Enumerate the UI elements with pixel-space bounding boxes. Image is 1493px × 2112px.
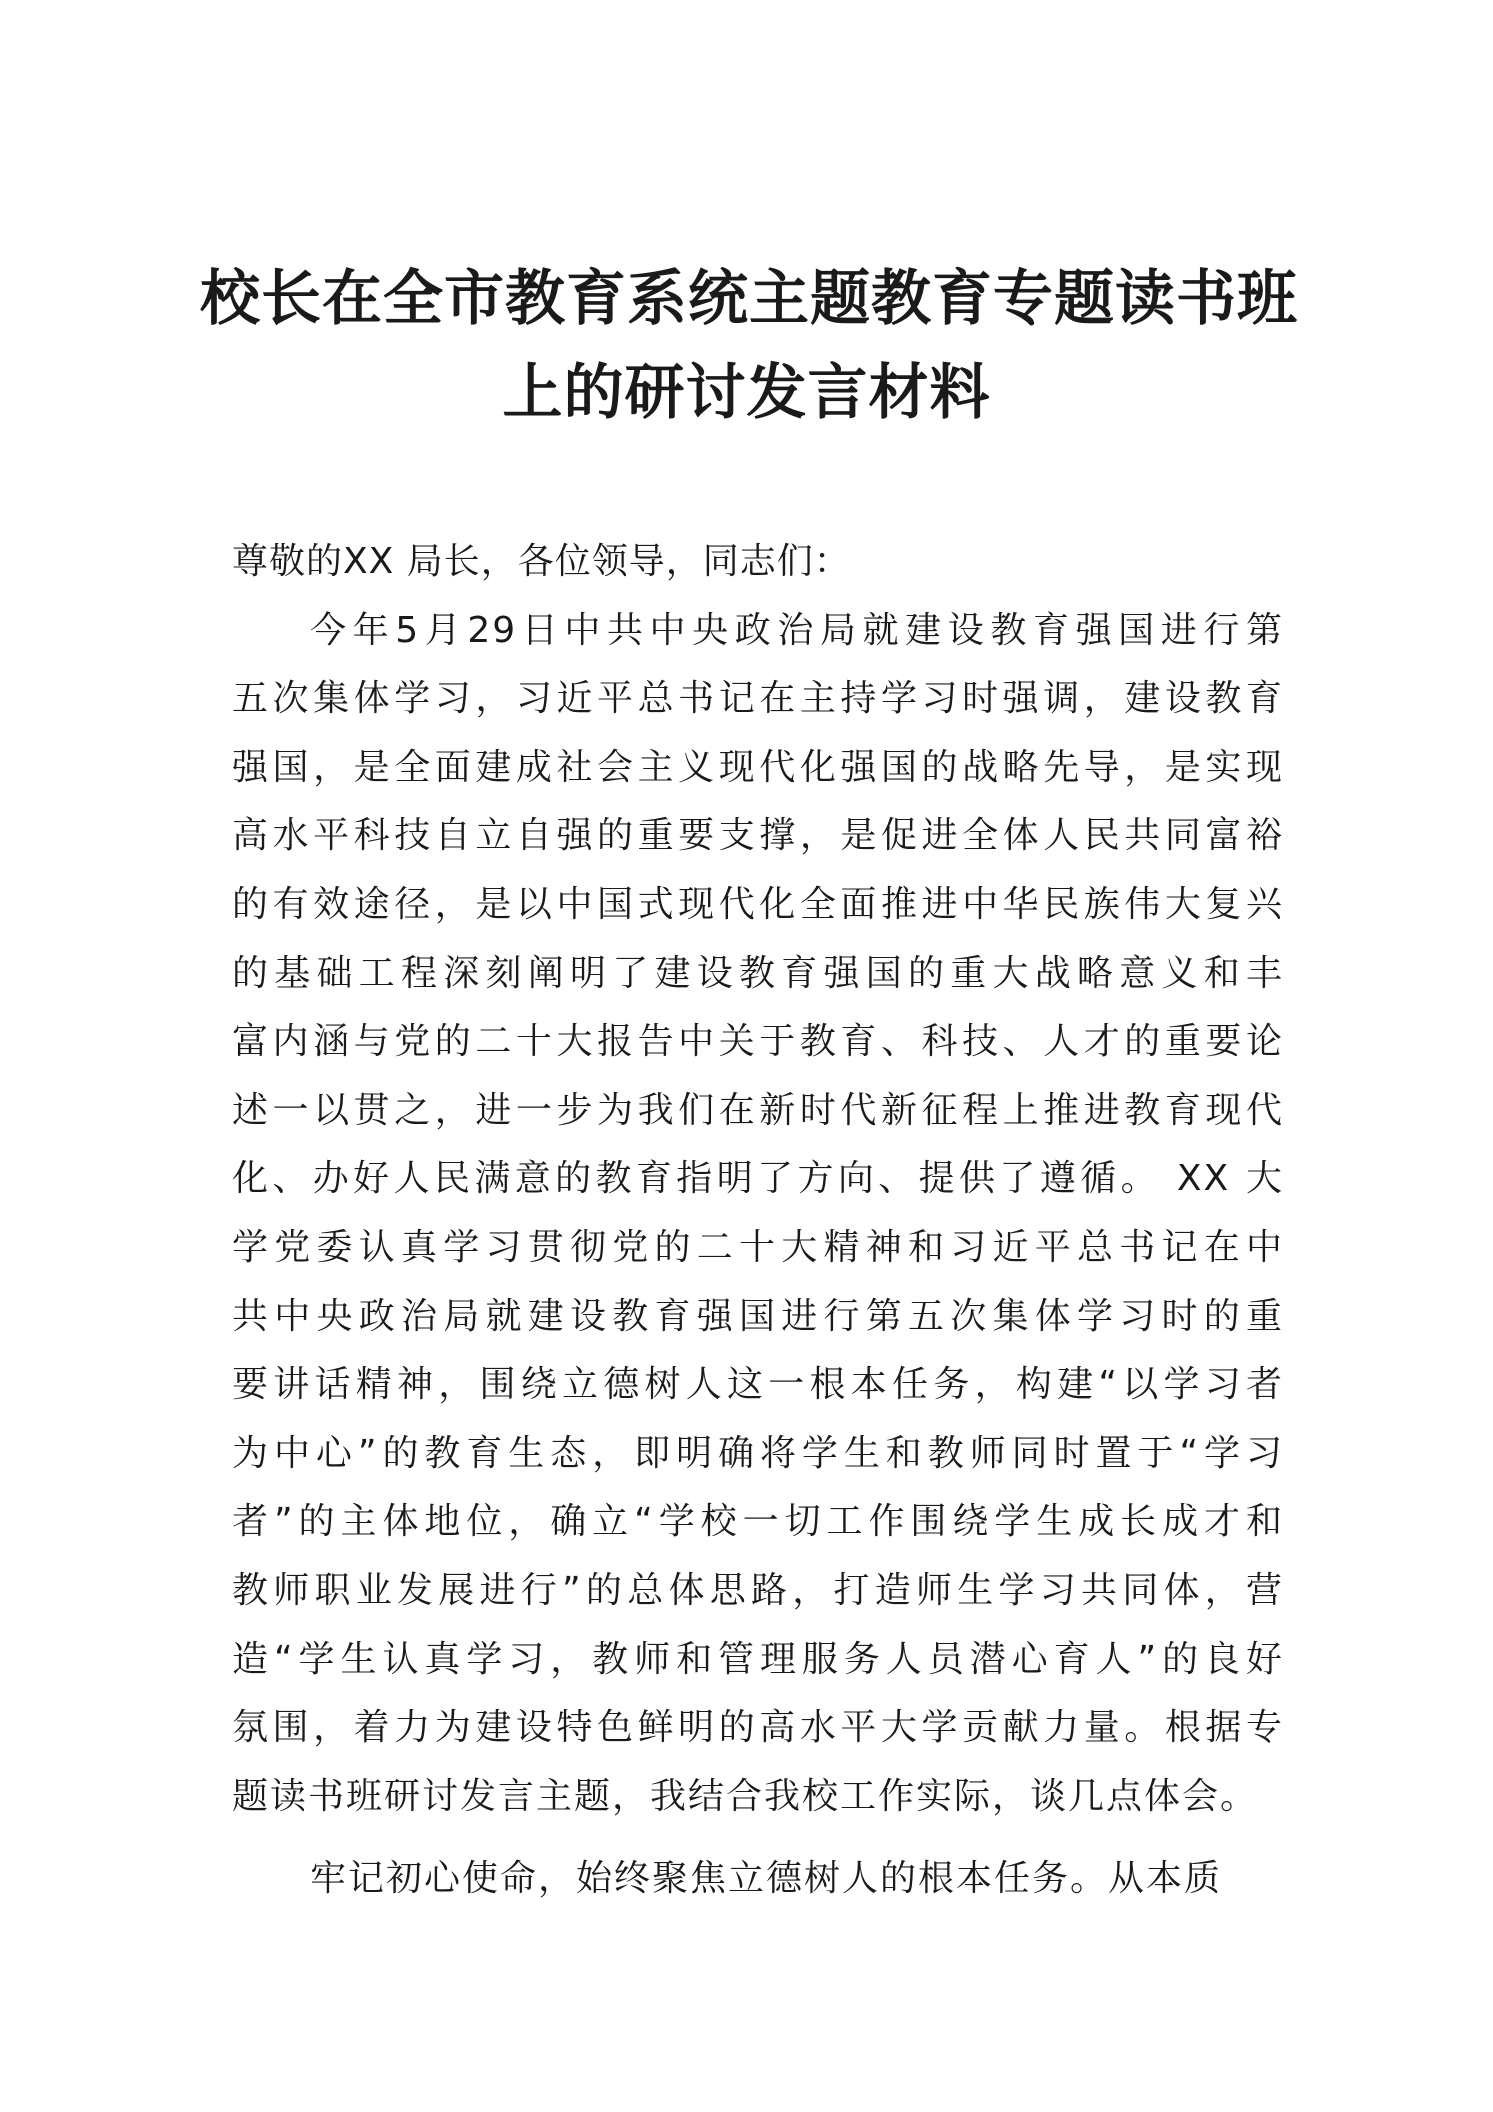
document-title bbox=[200, 252, 1298, 440]
paragraph bbox=[232, 597, 1284, 1832]
paragraph-line: 高水平科技自立自强的重要支撑，是促进全体人民共同富裕 bbox=[232, 815, 1284, 857]
paragraph-line: 述一以贯之，进一步为我们在新时代新征程上推进教育现代 bbox=[232, 1089, 1284, 1131]
paragraph bbox=[232, 1845, 1284, 1914]
paragraph-line: 化、办好人民满意的教育指明了方向、提供了遵循。 XX 大 bbox=[232, 1158, 1284, 1200]
paragraph-line: 五次集体学习，习近平总书记在主持学习时强调，建设教育 bbox=[232, 678, 1284, 720]
paragraph-line: 为中心”的教育生态，即明确将学生和教师同时置于“学习 bbox=[232, 1432, 1284, 1474]
paragraph-line: 造“学生认真学习，教师和管理服务人员潜心育人”的良好 bbox=[232, 1638, 1284, 1680]
salutation: 尊敬的XX 局长，各位领导，同志们： bbox=[232, 541, 851, 582]
paragraph-line: 者”的主体地位，确立“学校一切工作围绕学生成长成才和 bbox=[232, 1501, 1284, 1543]
paragraph-line: 氛围，着力为建设特色鲜明的高水平大学贡献力量。根据专 bbox=[232, 1707, 1284, 1749]
paragraph-line: 的基础工程深刻阐明了建设教育强国的重大战略意义和丰 bbox=[232, 952, 1284, 994]
paragraph-line: 的有效途径，是以中国式现代化全面推进中华民族伟大复兴 bbox=[232, 883, 1284, 925]
paragraph-line: 强国，是全面建成社会主义现代化强国的战略先导，是实现 bbox=[232, 746, 1284, 788]
paragraph-line: 题读书班研讨发言主题，我结合我校工作实际，谈几点体会。 bbox=[232, 1775, 1259, 1817]
title-line: 校长在全市教育系统主题教育专题读书班 bbox=[200, 264, 1298, 334]
title-line: 上的研讨发言材料 bbox=[502, 358, 991, 428]
document-body bbox=[232, 528, 1284, 1914]
paragraph-gap bbox=[232, 1831, 1284, 1845]
paragraph-line: 牢记初心使命，始终聚焦立德树人的根本任务。从本质 bbox=[310, 1858, 1223, 1900]
paragraph-line: 要讲话精神，围绕立德树人这一根本任务，构建“以学习者 bbox=[232, 1364, 1284, 1406]
paragraph-line: 今年5月29日中共中央政治局就建设教育强国进行第 bbox=[310, 609, 1284, 651]
paragraph-line: 富内涵与党的二十大报告中关于教育、科技、人才的重要论 bbox=[232, 1021, 1284, 1063]
paragraph-line: 教师职业发展进行”的总体思路，打造师生学习共同体，营 bbox=[232, 1569, 1284, 1611]
paragraph-line: 学党委认真学习贯彻党的二十大精神和习近平总书记在中 bbox=[232, 1226, 1284, 1268]
paragraph-line: 共中央政治局就建设教育强国进行第五次集体学习时的重 bbox=[232, 1295, 1284, 1337]
